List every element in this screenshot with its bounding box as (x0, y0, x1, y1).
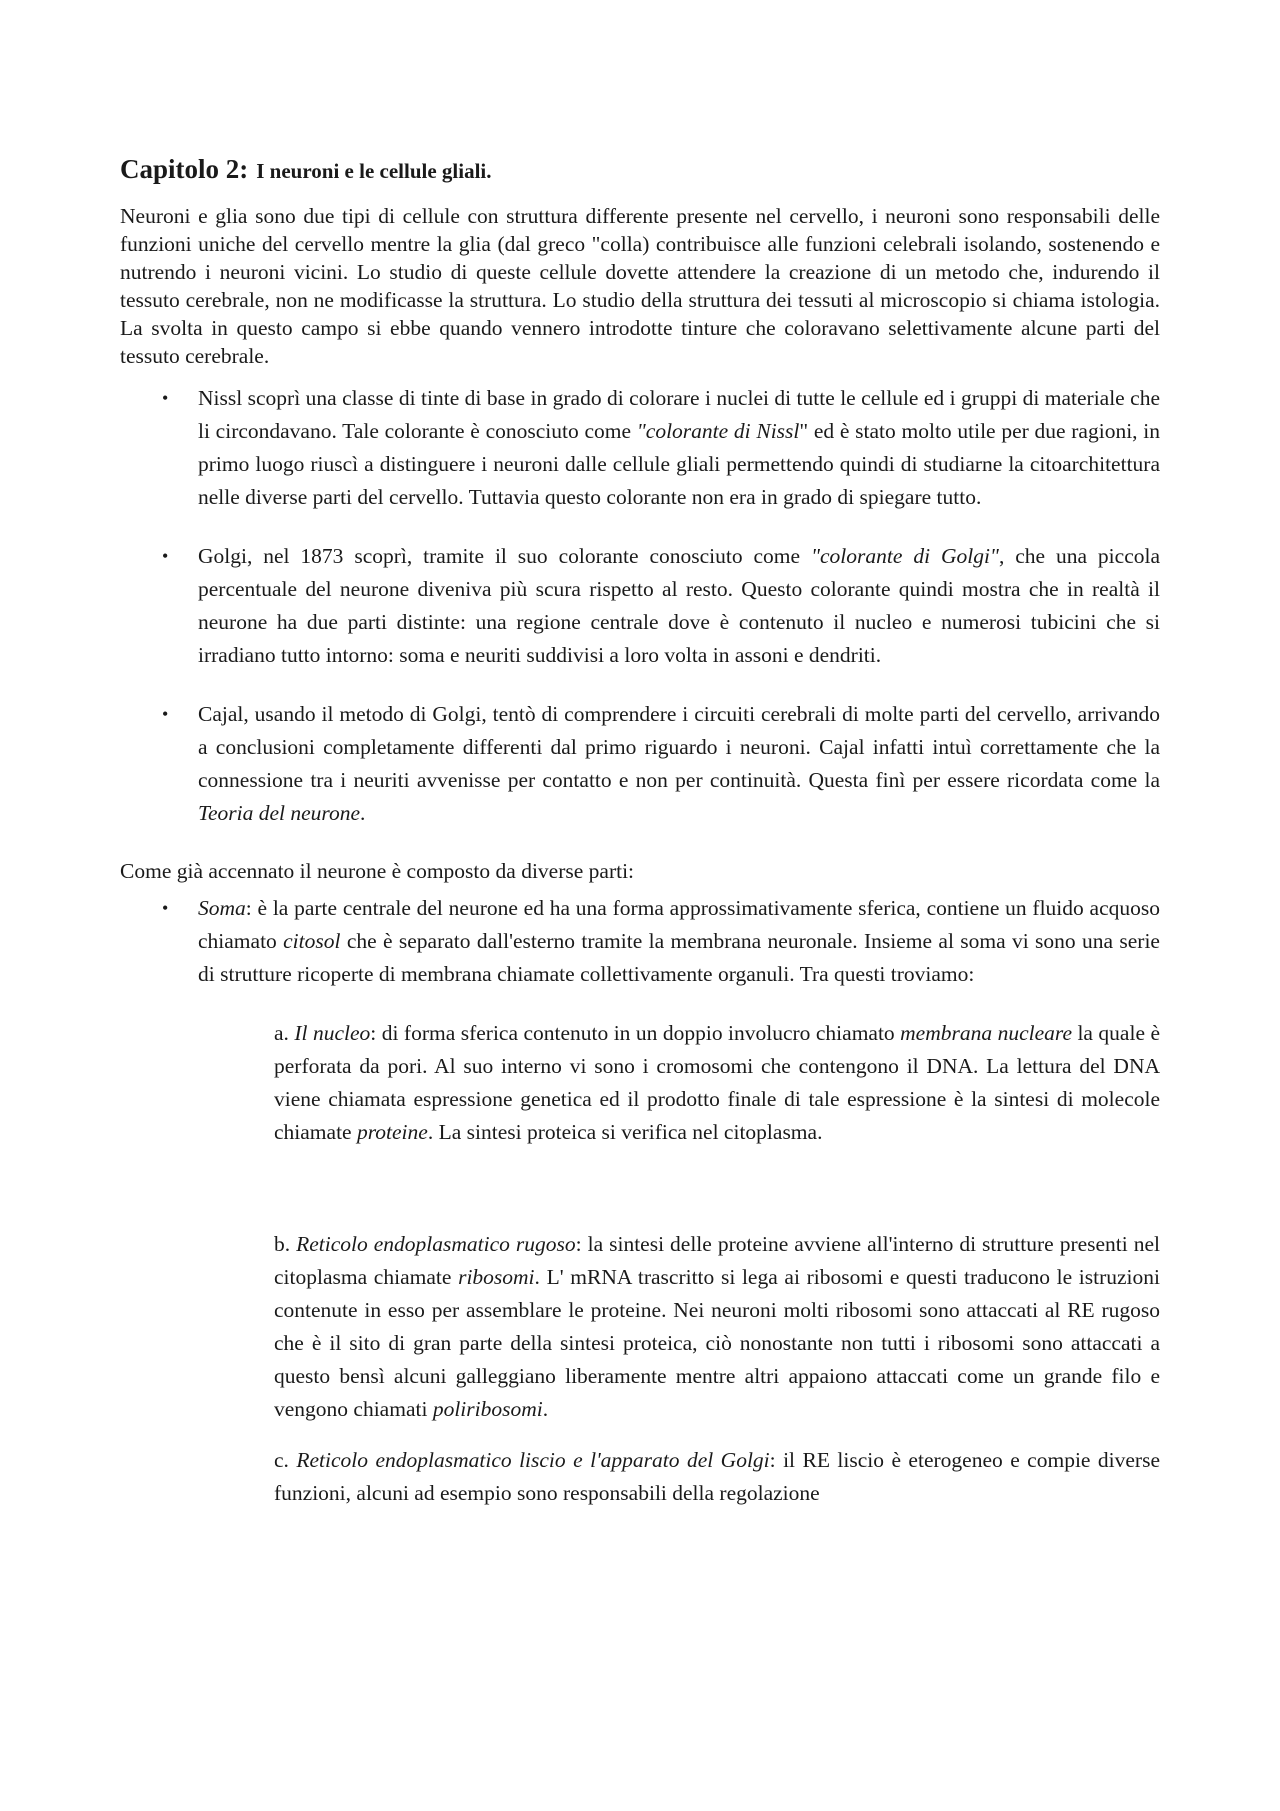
list-item-cajal (120, 698, 1160, 830)
parts-list (120, 892, 1160, 991)
chapter-label: Capitolo 2: (120, 154, 249, 184)
nucleus-paragraph: a. Il nucleo: di forma sferica contenuto in un doppio involucro chiamato membrana nucleare la quale è perforata da pori. Al suo interno vi sono i cromosomi che contengono il DNA. La lettura del DNA viene chiamata espressione genetica ed il prodotto finale di tale espressione è la sintesi di molecole chiamate proteine. La sintesi proteica si verifica nel citoplasma. (274, 1021, 1160, 1144)
smooth-er-paragraph: c. Reticolo endoplasmatico liscio e l'apparato del Golgi: il RE liscio è eterogeneo e compie diverse funzioni, alcuni ad esempio sono responsabili della regolazione (274, 1448, 1161, 1505)
bullet-icon: • (162, 898, 169, 918)
bullet-icon: • (162, 546, 169, 566)
chapter-heading (120, 150, 1160, 188)
parts-intro-paragraph: Come già accennato il neurone è composto da diverse parti: (120, 859, 635, 883)
list-item-nissl (120, 382, 1160, 514)
organelle-smooth-er-golgi (274, 1444, 1160, 1510)
list-item-golgi (120, 540, 1160, 672)
intro-paragraph: Neuroni e glia sono due tipi di cellule con struttura differente presente nel cervello, i neuroni sono responsabili delle funzioni uniche del cervello mentre la glia (dal greco "colla) contribuisce alle funzioni celebrali isolando, sostenendo e nutrendo i neuroni vicini. Lo studio di queste cellule dovette attendere la creazione di un metodo che, indurendo il tessuto cerebrale, non ne modificasse la struttura. Lo studio della struttura dei tessuti al microscopio si chiama istologia. La svolta in questo campo si ebbe quando vennero introdotte tinture che coloravano selettivamente alcune parti del tessuto cerebrale. (120, 204, 1160, 368)
organelle-rough-er (274, 1228, 1160, 1426)
nissl-paragraph: Nissl scoprì una classe di tinte di base in grado di colorare i nuclei di tutte le cellule ed i gruppi di materiale che li circondavano. Tale colorante è conosciuto come "colorante di Nissl" ed è stato molto utile per due ragioni, in primo luogo riuscì a distinguere i neuroni dalle cellule gliali permettendo quindi di studiarne la citoarchitettura nelle diverse parti del cervello. Tuttavia questo colorante non era in grado di spiegare tutto. (198, 386, 1160, 509)
bullet-icon: • (162, 388, 169, 408)
organelle-nucleus (274, 1017, 1160, 1149)
golgi-paragraph: Golgi, nel 1873 scoprì, tramite il suo colorante conosciuto come "colorante di Golgi", che una piccola percentuale del neurone diveniva più scura rispetto al resto. Questo colorante quindi mostra che in realtà il neurone ha due parti distinte: una regione centrale dove è contenuto il nucleo e numerosi tubicini che si irradiano tutto intorno: soma e neuriti suddivisi a loro volta in assoni e dendriti. (198, 544, 1160, 667)
chapter-title: I neuroni e le cellule gliali. (256, 159, 492, 183)
soma-paragraph: Soma: è la parte centrale del neurone ed ha una forma approssimativamente sferica, contiene un fluido acquoso chiamato citosol che è separato dall'esterno tramite la membrana neuronale. Insieme al soma vi sono una serie di strutture ricoperte di membrana chiamate collettivamente organuli. Tra questi troviamo: (198, 896, 1160, 986)
bullet-icon: • (162, 704, 169, 724)
rough-er-paragraph: b. Reticolo endoplasmatico rugoso: la sintesi delle proteine avviene all'interno di strutture presenti nel citoplasma chiamate ribosomi. L' mRNA trascritto si lega ai ribosomi e questi traducono le istruzioni contenute in esso per assemblare le proteine. Nei neuroni molti ribosomi sono attaccati al RE rugoso che è il sito di gran parte della sintesi proteica, ciò nonostante non tutti i ribosomi sono attaccati a questo bensì alcuni galleggiano liberamente mentre altri appaiono attaccati come un grande filo e vengono chiamati poliribosomi. (274, 1232, 1161, 1421)
list-item-soma (120, 892, 1160, 991)
cajal-paragraph: Cajal, usando il metodo di Golgi, tentò di comprendere i circuiti cerebrali di molte parti del cervello, arrivando a conclusioni completamente differenti dal primo riguardo i neuroni. Cajal infatti intuì correttamente che la connessione tra i neuriti avvenisse per contatto e non per continuità. Questa finì per essere ricordata come la Teoria del neurone. (198, 702, 1160, 825)
document-page (120, 150, 1160, 1510)
history-list (120, 382, 1160, 830)
